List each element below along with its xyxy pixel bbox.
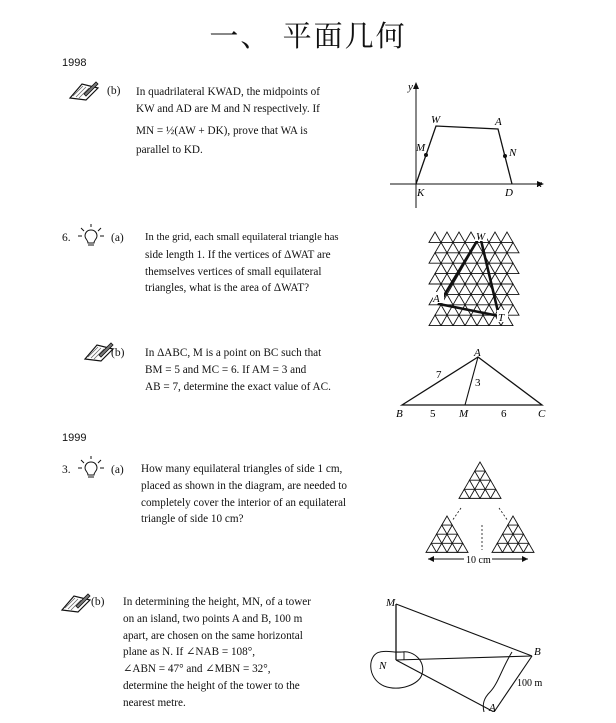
figure-label-ab-length: 100 m [517, 678, 543, 689]
text-line: In ΔABC, M is a point on BC such that [145, 347, 322, 359]
text-line: BM = 5 and MC = 6. If AM = 3 and [145, 363, 307, 376]
question-number: 6. [62, 232, 71, 244]
tile-triangle [458, 543, 469, 552]
grid-cell-triangle [465, 294, 477, 304]
question-text [145, 345, 365, 395]
grid-cell-triangle [495, 263, 507, 273]
lightbulb-icon [78, 455, 104, 481]
text-line: side length 1. If the vertices of ΔWAT are [145, 248, 331, 261]
dimension-label: 10 cm [466, 555, 491, 566]
grid-cell-triangle [465, 274, 477, 284]
question-part-label: (b) [111, 347, 125, 359]
figure-label-c: C [538, 408, 546, 420]
figure-label-y: y [408, 81, 413, 93]
text-line: ∠ABN = 47° and ∠MBN = 32°, [123, 663, 271, 676]
figure-label-k: K [417, 187, 425, 199]
dimension-arrow-right [522, 556, 528, 562]
grid-cell-triangle [441, 253, 453, 263]
figure-label-a: A [433, 293, 440, 305]
figure-label-am-length: 3 [475, 377, 481, 389]
line-mb [396, 604, 532, 656]
text-line: How many equilateral triangles of side 1 cm, [141, 463, 343, 475]
triangle-abc-figure [390, 345, 555, 423]
text-line: plane as N. If ∠NAB = 108°, [123, 646, 256, 659]
figure-label-a: A [474, 347, 481, 359]
text-line: placed as shown in the diagram, are needed to [141, 479, 347, 492]
text-line: AB = 7, determine the exact value of AC. [145, 380, 331, 393]
question-part-label: (b) [107, 85, 121, 97]
tile-triangle [437, 543, 448, 552]
text-line: In the grid, each small equilateral triangle has [145, 232, 339, 243]
grid-cell-triangle [495, 284, 507, 294]
tile-triangle [437, 525, 448, 534]
figure-label-a: A [489, 702, 496, 712]
figure-label-d: D [505, 187, 513, 199]
tile-triangle [459, 489, 470, 498]
question-part-label: (b) [91, 596, 105, 608]
grid-cell-triangle [447, 242, 459, 252]
grid-cell-triangle [507, 305, 519, 315]
question-text [136, 84, 361, 159]
midpoint-n [503, 154, 507, 158]
grid-cell-triangle [435, 242, 447, 252]
grid-cell-triangle [453, 294, 465, 304]
text-line: MN = ½(AW + DK), prove that WA is [136, 124, 308, 137]
text-line: nearest metre. [123, 696, 186, 709]
tile-triangle [485, 480, 496, 489]
figure-label-ab-length: 7 [436, 369, 442, 381]
text-line: KW and AD are M and N respectively. If [136, 102, 320, 115]
tile-triangle [513, 543, 524, 552]
tile-triangle [447, 525, 458, 534]
quadrilateral-figure [380, 78, 550, 212]
figure-label-b: B [396, 408, 403, 420]
figure-label-t: T [498, 312, 505, 324]
grid-cell-triangle [501, 253, 513, 263]
grid-cell-triangle [453, 315, 465, 325]
grid-cell-triangle [477, 294, 489, 304]
grid-cell-triangle [477, 274, 489, 284]
text-line: on an island, two points A and B, 100 m [123, 612, 303, 625]
tile-triangle [431, 534, 442, 543]
grid-cell-triangle [435, 263, 447, 273]
tile-triangle [470, 471, 481, 480]
figure-label-m: M [386, 597, 396, 609]
grid-cell-triangle [489, 232, 501, 242]
question-number: 3. [62, 464, 71, 476]
page-title: 一、 平面几何 [209, 19, 407, 53]
triangle-grid-figure [425, 230, 525, 328]
tile-triangle [470, 489, 481, 498]
tile-triangle [464, 480, 475, 489]
tile-triangle [508, 516, 519, 525]
tile-triangle [442, 534, 453, 543]
tile-triangle [492, 543, 503, 552]
text-line: parallel to KD. [136, 144, 203, 157]
grid-cell-triangle [507, 284, 519, 294]
tile-triangle [480, 471, 491, 480]
figure-label-w: W [476, 231, 486, 243]
text-line: completely cover the interior of an equilateral [141, 496, 347, 509]
figure-label-w: W [431, 114, 441, 126]
text-line: triangles, what is the area of ΔWAT? [145, 282, 310, 295]
grid-cell-triangle [429, 274, 441, 284]
grid-cell-triangle [429, 253, 441, 263]
tile-triangle [447, 543, 458, 552]
tiling-figure [422, 458, 542, 570]
tile-triangle [503, 543, 514, 552]
grid-cell-triangle [507, 263, 519, 273]
grid-cell-triangle [471, 284, 483, 294]
tile-triangle [503, 525, 514, 534]
grid-cell-triangle [453, 232, 465, 242]
question-part-label: (a) [111, 464, 124, 476]
grid-cell-triangle [501, 274, 513, 284]
grid-cell-triangle [459, 284, 471, 294]
figure-label-m: M [459, 408, 469, 420]
tower-figure [362, 592, 562, 712]
tile-triangle [442, 516, 453, 525]
writing-icon [68, 80, 100, 102]
grid-cell-triangle [489, 253, 501, 263]
question-text [141, 461, 376, 528]
grid-cell-triangle [477, 315, 489, 325]
text-line: apart, are chosen on the same horizontal [123, 629, 303, 642]
grid-cell-triangle [507, 242, 519, 252]
figure-label-a: A [495, 116, 502, 128]
quadrilateral-kwad [416, 126, 512, 184]
tile-triangle [475, 462, 486, 471]
grid-cell-triangle [495, 242, 507, 252]
shoreline [483, 652, 512, 712]
right-angle-mark [396, 652, 404, 660]
figure-label-b: B [534, 646, 541, 658]
text-line: themselves vertices of small equilateral [145, 265, 322, 278]
tile-triangle [508, 534, 519, 543]
text-line: determine the height of the tower to the [123, 679, 300, 692]
grid-cell-triangle [501, 294, 513, 304]
figure-label-x: x [537, 178, 542, 190]
year-heading-1998: 1998 [62, 57, 87, 69]
tile-triangle [480, 489, 491, 498]
tile-triangle [524, 543, 535, 552]
dimension-arrow-left [428, 556, 434, 562]
tile-triangle [518, 534, 529, 543]
tile-triangle [475, 480, 486, 489]
grid-cell-triangle [441, 315, 453, 325]
tile-triangle [491, 489, 502, 498]
figure-label-bm-length: 5 [430, 408, 436, 420]
tile-triangle [426, 543, 437, 552]
tiling-triangles [426, 462, 534, 552]
y-axis-arrow [413, 82, 419, 89]
grid-cell-triangle [441, 232, 453, 242]
question-text [123, 594, 343, 712]
grid-cell-triangle [429, 232, 441, 242]
year-heading-1999: 1999 [62, 432, 87, 444]
figure-label-n: N [379, 660, 387, 672]
tile-triangle [452, 534, 463, 543]
writing-icon [60, 592, 92, 614]
grid-cell-triangle [465, 315, 477, 325]
grid-cell-triangle [459, 242, 471, 252]
text-line: In quadrilateral KWAD, the midpoints of [136, 86, 320, 98]
text-line: triangle of side 10 cm? [141, 513, 244, 526]
question-text [145, 230, 365, 297]
lightbulb-icon [78, 223, 104, 249]
line-na [396, 660, 494, 712]
grid-cell-triangle [429, 315, 441, 325]
figure-label-n: N [509, 147, 517, 159]
grid-cell-triangle [471, 263, 483, 273]
tile-triangle [497, 534, 508, 543]
text-line: In determining the height, MN, of a tower [123, 596, 311, 608]
figure-label-m: M [416, 142, 426, 154]
figure-label-mc-length: 6 [501, 408, 507, 420]
grid-cell-triangle [501, 232, 513, 242]
tile-triangle [513, 525, 524, 534]
question-part-label: (a) [111, 232, 124, 244]
